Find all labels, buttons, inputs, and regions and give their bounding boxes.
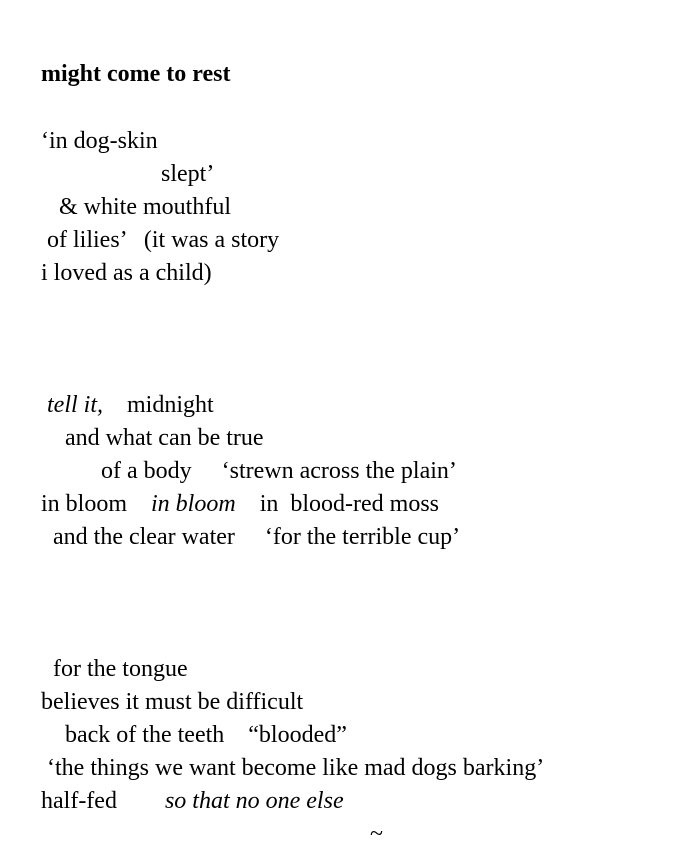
poem-line bbox=[41, 125, 279, 158]
poem-line bbox=[41, 719, 544, 752]
line-text: ‘in dog-skin bbox=[41, 128, 158, 154]
italic-text: tell it, bbox=[47, 392, 103, 418]
stanza-2 bbox=[41, 389, 460, 554]
poem-line bbox=[41, 785, 544, 818]
line-text: and the clear water ‘for the terrible cup’ bbox=[41, 524, 461, 550]
line-text: for the tongue bbox=[41, 656, 188, 682]
line-text: half-fed bbox=[41, 788, 165, 814]
poem-line bbox=[41, 257, 279, 290]
stanza-1 bbox=[41, 125, 279, 290]
end-mark: ~ bbox=[370, 821, 383, 847]
poem-line bbox=[41, 653, 544, 686]
line-text: back of the teeth “blooded” bbox=[41, 722, 347, 748]
line-text: i loved as a child) bbox=[41, 260, 212, 286]
poem-line bbox=[41, 389, 460, 422]
poem-line bbox=[41, 224, 279, 257]
stanza-3 bbox=[41, 653, 544, 818]
poem-line bbox=[41, 422, 460, 455]
italic-text: in bloom bbox=[151, 491, 236, 517]
poem-line bbox=[41, 752, 544, 785]
line-text: of a body ‘strewn across the plain’ bbox=[41, 458, 457, 484]
poem-title: might come to rest bbox=[41, 61, 231, 87]
line-text: in bloom bbox=[41, 491, 152, 517]
line-text: believes it must be difficult bbox=[41, 689, 304, 715]
line-text: & white mouthful bbox=[41, 194, 231, 220]
poem-line bbox=[41, 686, 544, 719]
poem-line bbox=[41, 455, 460, 488]
line-text: midnight bbox=[103, 392, 214, 418]
line-text: ‘the things we want become like mad dogs barking’ bbox=[41, 755, 545, 781]
line-text: in blood-red moss bbox=[235, 491, 440, 517]
poem-line bbox=[41, 158, 279, 191]
poem-line bbox=[41, 488, 460, 521]
poem-line bbox=[41, 521, 460, 554]
italic-text: so that no one else bbox=[164, 788, 344, 814]
line-text: and what can be true bbox=[41, 425, 264, 451]
line-text: slept’ bbox=[41, 161, 215, 187]
poem-line bbox=[41, 191, 279, 224]
line-text: of lilies’ (it was a story bbox=[41, 227, 280, 253]
